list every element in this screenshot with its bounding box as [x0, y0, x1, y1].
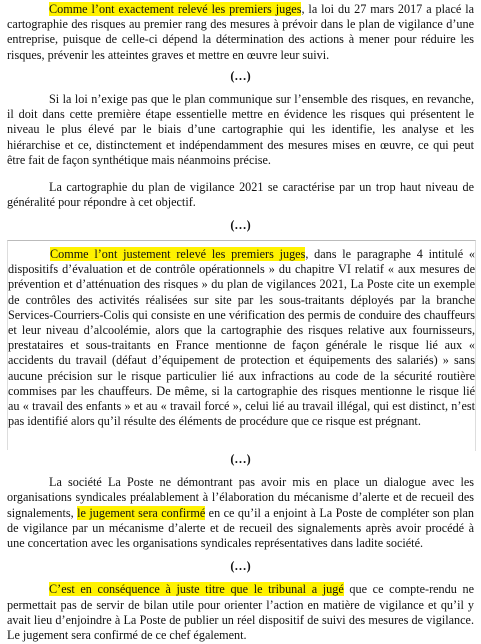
- paragraph-text: La société La Poste ne démontrant pas avoir mis en place un dialogue avec les organisations syndicales préalablement à l’élaboration du mécanisme d’alerte et de recueil des signalements,: [7, 475, 474, 520]
- highlight-premiers-juges: Comme l’ont exactement relevé les premiers juges: [49, 2, 302, 16]
- excerpt-cartographie: [7, 2, 474, 242]
- paragraph-text: , la loi du 27 mars 2017 a placé la cartographie des risques au premier rang des mesures à prévoir dans le plan de vigilance d’une entreprise, puisque de celle-ci dépend la détermination des actions à mener pour réduire les risques, prévenir les atteintes graves et mettre en œuvre leur suivi.: [7, 2, 475, 62]
- excerpt-controles: [7, 240, 476, 451]
- paragraph-cartographie-intro: [7, 2, 474, 63]
- ellipsis-marker: (…): [230, 452, 251, 466]
- paragraph-text: que ce compte-rendu ne permettait pas de servir de bilan utile pour orienter l’action en matière de vigilance et qu’il y avait lieu d’enjoindre à La Poste de publier un réel dispositif de suivi des mesures de vigilance. Le jugement sera confirmé de ce chef également.: [7, 582, 474, 643]
- paragraph-generalite: La cartographie du plan de vigilance 2021 se caractérise par un trop haut niveau de généralité pour répondre à cet objectif.: [7, 180, 474, 210]
- highlight-jugement-confirme: le jugement sera confirmé: [77, 505, 206, 520]
- excerpt-alerte: [7, 450, 474, 643]
- paragraph-risques: Si la loi n’exige pas que le plan communique sur l’ensemble des risques, en revanche, il doit dans cette première étape essentielle mettre en évidence les risques qui présentent le niveau le plus élevé par le biais d’une cartographie qui les identifie, les analyse et les hiérarchise et ce, distinctement et indépendamment des mesures mises en œuvre, ce qui peut être fait de façon synthétique mais néanmoins précise.: [7, 92, 474, 167]
- ellipsis-marker: (…): [230, 68, 251, 83]
- paragraph-text: en ce qu’il a enjoint à La Poste de compléter son plan de vigilance par un mécanisme d’alerte et de recueil des signalements après avoir procédé à une concertation avec les organisations syndicales représentatives dans ladite société.: [7, 505, 474, 551]
- highlight-tribunal: C’est en conséquence à juste titre que le tribunal a jugé: [49, 582, 344, 597]
- paragraph-alerte: [7, 475, 474, 551]
- paragraph-text: , dans le paragraphe 4 intitulé « dispositifs d’évaluation et de contrôle opérationnels » du chapitre VI relatif « aux mesures de prévention et d’atténuation des risques » du plan de vigilances 2021, La Poste cite un exemple de contrôles des activités réalisées sur site par les sous-traitants déployés par la branche Services-Courriers-Colis qui consiste en une vérification des permis de conduire des chauffeurs et leur niveau d’alcoolémie, alors que la cartographie des risques relative aux fournisseurs, prestataires et sous-traitants en France mentionne de façon générale le risque lié aux « accidents du travail (défaut d’équipement de protection et équipements des salariés) » sans aucune précision sur le risque particulier lié aux infractions au code de la sécurité routière commises par les chauffeurs. De même, si la cartographie des risques mentionne le risque lié au « travail des enfants » et au « travail forcé », celui lié au travail illégal, qui est distinct, n’est pas identifié alors qu’il résulte des éléments de procédure que ce risque est prégnant.: [8, 247, 476, 429]
- ellipsis-marker: (…): [230, 218, 251, 233]
- ellipsis-marker: (…): [230, 559, 251, 574]
- paragraph-controles: [8, 241, 475, 429]
- highlight-premiers-juges: Comme l’ont justement relevé les premiers juges: [50, 247, 306, 261]
- paragraph-compte-rendu: [7, 582, 474, 643]
